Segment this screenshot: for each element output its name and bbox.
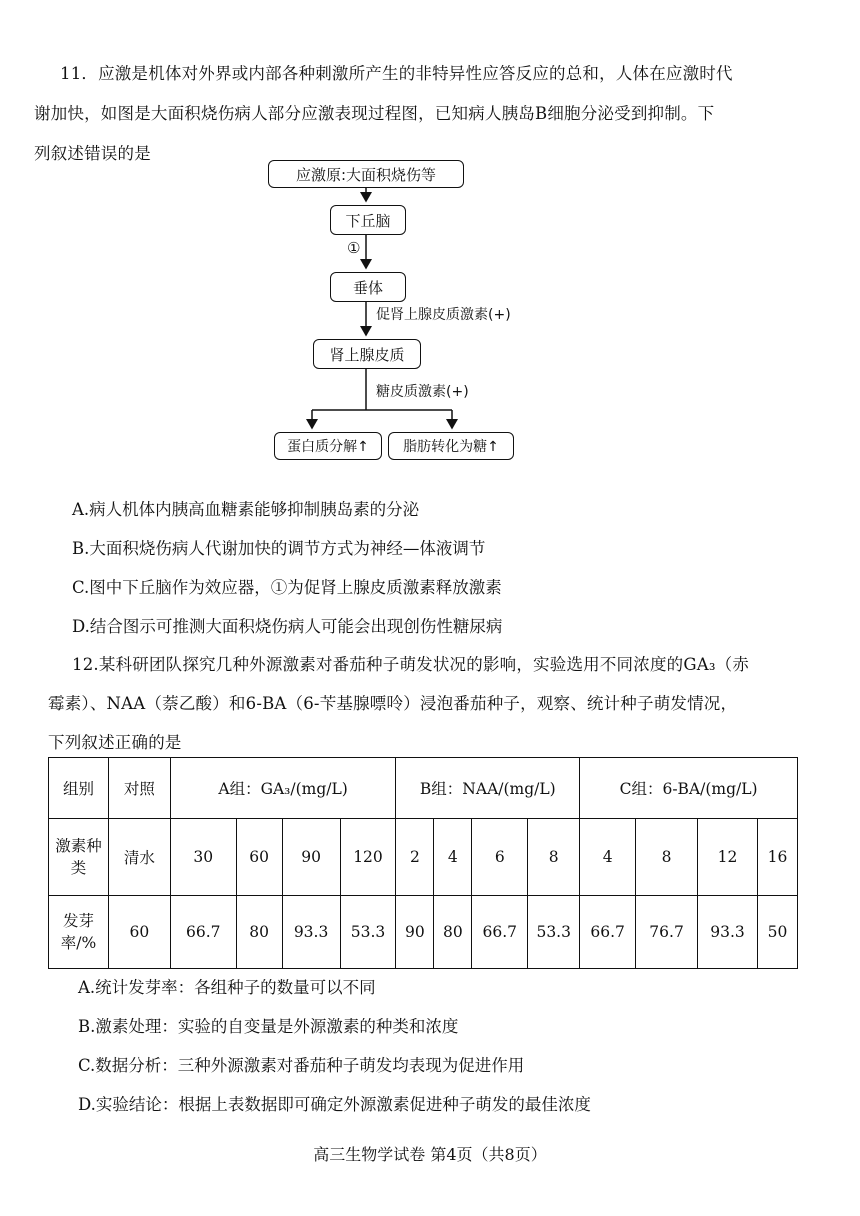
table-cell: 50 xyxy=(757,896,797,969)
table-cell: 4 xyxy=(580,819,636,896)
flow-hypothalamus-box: 下丘脑 xyxy=(330,205,406,235)
control-kind-cell: 清水 xyxy=(108,819,170,896)
q11-stem-line3: 列叙述错误的是 xyxy=(34,144,151,163)
flow-pituitary-box: 垂体 xyxy=(330,272,406,302)
table-cell: 12 xyxy=(698,819,758,896)
flow-adrenal-cortex-box: 肾上腺皮质 xyxy=(313,339,421,369)
table-cell: 80 xyxy=(236,896,282,969)
table-cell: 16 xyxy=(757,819,797,896)
table-cell: 90 xyxy=(282,819,340,896)
table-cell: 6 xyxy=(472,819,528,896)
table-cell: 53.3 xyxy=(340,896,396,969)
q11-stem-line1: 11．应激是机体对外界或内部各种刺激所产生的非特异性应答反应的总和，人体在应激时代 xyxy=(60,64,733,83)
table-cell: 76.7 xyxy=(636,896,698,969)
page-footer: 高三生物学试卷 第4页（共8页） xyxy=(313,1145,547,1164)
q11-option-c: C.图中下丘脑作为效应器，①为促肾上腺皮质激素释放激素 xyxy=(72,578,502,597)
q11-stem-line2: 谢加快，如图是大面积烧伤病人部分应激表现过程图，已知病人胰岛B细胞分泌受到抑制。下 xyxy=(34,104,715,123)
table-cell: 93.3 xyxy=(698,896,758,969)
table-header-row xyxy=(49,758,798,819)
q12-stem-line3: 下列叙述正确的是 xyxy=(48,733,182,752)
header-group: 组别 xyxy=(49,758,109,819)
q11-option-b: B.大面积烧伤病人代谢加快的调节方式为神经—体液调节 xyxy=(72,539,486,558)
table-cell: 30 xyxy=(170,819,236,896)
table-cell: 80 xyxy=(434,896,472,969)
q12-stem-line2: 霉素）、NAA（萘乙酸）和6-BA（6-苄基腺嘌呤）浸泡番茄种子，观察、统计种子萌发情况， xyxy=(48,694,738,713)
q12-option-a: A.统计发芽率：各组种子的数量可以不同 xyxy=(78,978,376,997)
q12-stem-line1: 12.某科研团队探究几种外源激素对番茄种子萌发状况的影响，实验选用不同浓度的GA₃（赤 xyxy=(72,655,750,674)
flow-glucocorticoid-label: 糖皮质激素(+) xyxy=(376,384,469,400)
table-cell: 120 xyxy=(340,819,396,896)
table-cell: 53.3 xyxy=(528,896,580,969)
row-label-hormone-kind: 激素种类 xyxy=(49,819,109,896)
row-label-germination-rate: 发芽率/% xyxy=(49,896,109,969)
table-cell: 93.3 xyxy=(282,896,340,969)
flow-protein-box: 蛋白质分解↑ xyxy=(274,432,382,460)
header-group-c: C组：6-BA/(mg/L) xyxy=(580,758,798,819)
control-rate-cell: 60 xyxy=(108,896,170,969)
table-cell: 60 xyxy=(236,819,282,896)
q12-data-table xyxy=(48,757,798,969)
q11-option-d: D.结合图示可推测大面积烧伤病人可能会出现创伤性糖尿病 xyxy=(72,617,503,636)
table-cell: 8 xyxy=(528,819,580,896)
table-cell: 2 xyxy=(396,819,434,896)
table-row-concentration xyxy=(49,819,798,896)
table-cell: 90 xyxy=(396,896,434,969)
flow-fat-box: 脂肪转化为糖↑ xyxy=(388,432,514,460)
table-row-germination-rate xyxy=(49,896,798,969)
q12-option-d: D.实验结论：根据上表数据即可确定外源激素促进种子萌发的最佳浓度 xyxy=(78,1095,591,1114)
table-cell: 66.7 xyxy=(472,896,528,969)
header-group-b: B组：NAA/(mg/L) xyxy=(396,758,580,819)
q12-option-b: B.激素处理：实验的自变量是外源激素的种类和浓度 xyxy=(78,1017,459,1036)
flow-step1-label: ① xyxy=(347,239,361,257)
q12-option-c: C.数据分析：三种外源激素对番茄种子萌发均表现为促进作用 xyxy=(78,1056,525,1075)
table-cell: 66.7 xyxy=(580,896,636,969)
flow-stressor-box: 应激原:大面积烧伤等 xyxy=(268,160,464,188)
table-cell: 66.7 xyxy=(170,896,236,969)
q11-option-a: A.病人机体内胰高血糖素能够抑制胰岛素的分泌 xyxy=(72,500,420,519)
header-control: 对照 xyxy=(108,758,170,819)
table-cell: 4 xyxy=(434,819,472,896)
header-group-a: A组：GA₃/(mg/L) xyxy=(170,758,396,819)
flow-acth-label: 促肾上腺皮质激素(+) xyxy=(376,307,511,323)
table-cell: 8 xyxy=(636,819,698,896)
